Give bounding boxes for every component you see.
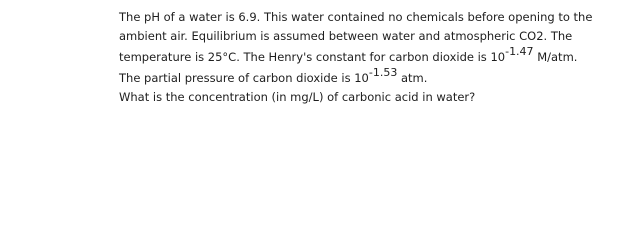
partial-pressure-exponent: -1.53 bbox=[368, 66, 398, 80]
partial-pressure-text: The partial pressure of carbon dioxide is 10 bbox=[119, 71, 369, 85]
henry-constant-exponent: -1.47 bbox=[505, 45, 534, 59]
question-line-1: The pH of a water is 6.9. This water contained no chemicals before opening to the bbox=[119, 10, 593, 24]
henry-constant-unit: M/atm. bbox=[533, 50, 578, 64]
partial-pressure-unit: atm. bbox=[397, 71, 428, 85]
question-line-2: ambient air. Equilibrium is assumed between water and atmospheric CO2. The bbox=[119, 29, 573, 43]
question-line-4 bbox=[119, 67, 631, 88]
question-line-5: What is the concentration (in mg/L) of carbonic acid in water? bbox=[119, 90, 476, 104]
henry-constant-text: temperature is 25°C. The Henry's constant for carbon dioxide is 10 bbox=[119, 50, 506, 64]
question-text-block bbox=[119, 8, 631, 107]
question-line-3 bbox=[119, 46, 631, 67]
